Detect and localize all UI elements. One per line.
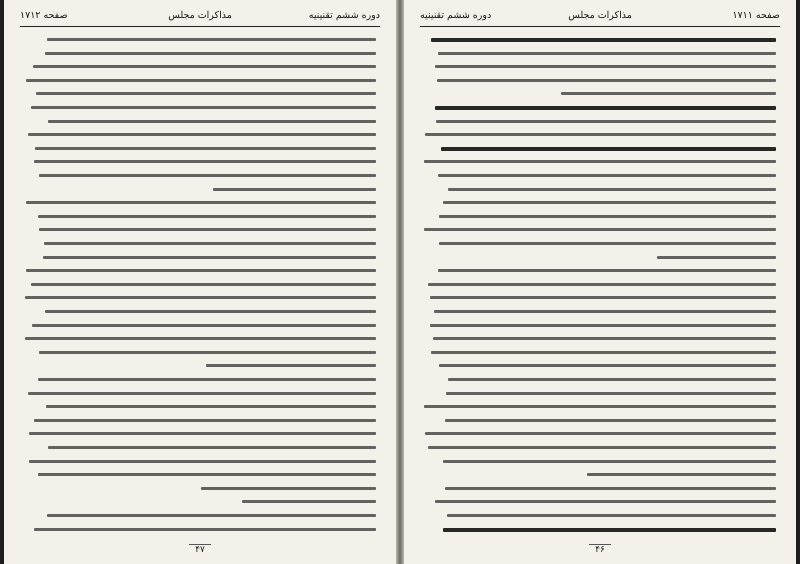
text-line (35, 147, 376, 150)
text-line (48, 446, 376, 449)
right-header-session: دوره ششم تقنینیه (420, 10, 492, 21)
text-line (424, 160, 776, 163)
text-line (26, 79, 376, 82)
right-header-page-number: صفحه ۱۷۱۱ (732, 10, 780, 21)
text-line (447, 514, 776, 517)
text-line (445, 487, 776, 490)
text-line (437, 79, 776, 82)
text-line (39, 351, 376, 354)
text-line (439, 242, 776, 245)
text-line (587, 473, 776, 476)
text-line (29, 460, 376, 463)
left-header-page-number: صفحه ۱۷۱۲ (20, 10, 68, 21)
text-line (436, 120, 776, 123)
right-running-header (420, 8, 780, 27)
left-footer (4, 544, 396, 558)
text-line (25, 296, 376, 299)
text-line (424, 405, 776, 408)
right-footer-number: ۴۶ (589, 544, 611, 555)
right-header-title: مذاکرات مجلس (568, 10, 632, 21)
right-footer (404, 544, 796, 558)
text-line (28, 133, 376, 136)
text-line (31, 106, 376, 109)
text-line (213, 188, 376, 191)
text-line (424, 228, 776, 231)
text-line (443, 460, 776, 463)
text-line (206, 364, 376, 367)
text-line (39, 174, 376, 177)
text-line (430, 296, 776, 299)
text-line (38, 473, 376, 476)
text-line (34, 419, 376, 422)
text-line (201, 487, 376, 490)
text-line (26, 269, 376, 272)
text-line (433, 337, 776, 340)
text-line (46, 405, 376, 408)
left-header-title: مذاکرات مجلس (168, 10, 232, 21)
text-line (431, 38, 776, 42)
left-footer-number: ۴۷ (189, 544, 211, 555)
text-line (430, 324, 776, 327)
text-line (561, 92, 776, 95)
text-line (434, 310, 776, 313)
book-gutter (396, 0, 404, 564)
text-line (435, 65, 776, 68)
text-line (443, 528, 776, 532)
text-line (448, 378, 776, 381)
text-line (441, 147, 776, 151)
text-line (26, 201, 376, 204)
left-page (4, 0, 396, 564)
left-header-session: دوره ششم تقنینیه (308, 10, 380, 21)
text-line (428, 446, 776, 449)
text-line (47, 38, 376, 41)
text-line (33, 65, 376, 68)
text-line (45, 52, 376, 55)
text-line (446, 392, 776, 395)
text-line (438, 269, 776, 272)
text-line (31, 283, 376, 286)
left-running-header (20, 8, 380, 27)
text-line (34, 528, 376, 531)
text-line (438, 52, 776, 55)
left-body-text (24, 34, 376, 538)
text-line (28, 392, 376, 395)
text-line (39, 228, 376, 231)
text-line (45, 310, 376, 313)
text-line (44, 242, 376, 245)
text-line (431, 351, 776, 354)
text-line (428, 283, 776, 286)
text-line (425, 133, 776, 136)
text-line (48, 120, 376, 123)
text-line (435, 106, 776, 110)
text-line (242, 500, 376, 503)
right-page (404, 0, 796, 564)
text-line (36, 92, 376, 95)
text-line (34, 160, 376, 163)
text-line (38, 215, 376, 218)
text-line (448, 188, 776, 191)
text-line (443, 201, 776, 204)
text-line (43, 256, 376, 259)
text-line (439, 364, 776, 367)
text-line (435, 500, 776, 503)
text-line (32, 324, 376, 327)
text-line (425, 432, 776, 435)
text-line (29, 432, 376, 435)
text-line (38, 378, 376, 381)
text-line (445, 419, 776, 422)
text-line (438, 174, 776, 177)
text-line (439, 215, 776, 218)
text-line (47, 514, 376, 517)
text-line (657, 256, 776, 259)
text-line (25, 337, 376, 340)
right-body-text (424, 34, 776, 538)
